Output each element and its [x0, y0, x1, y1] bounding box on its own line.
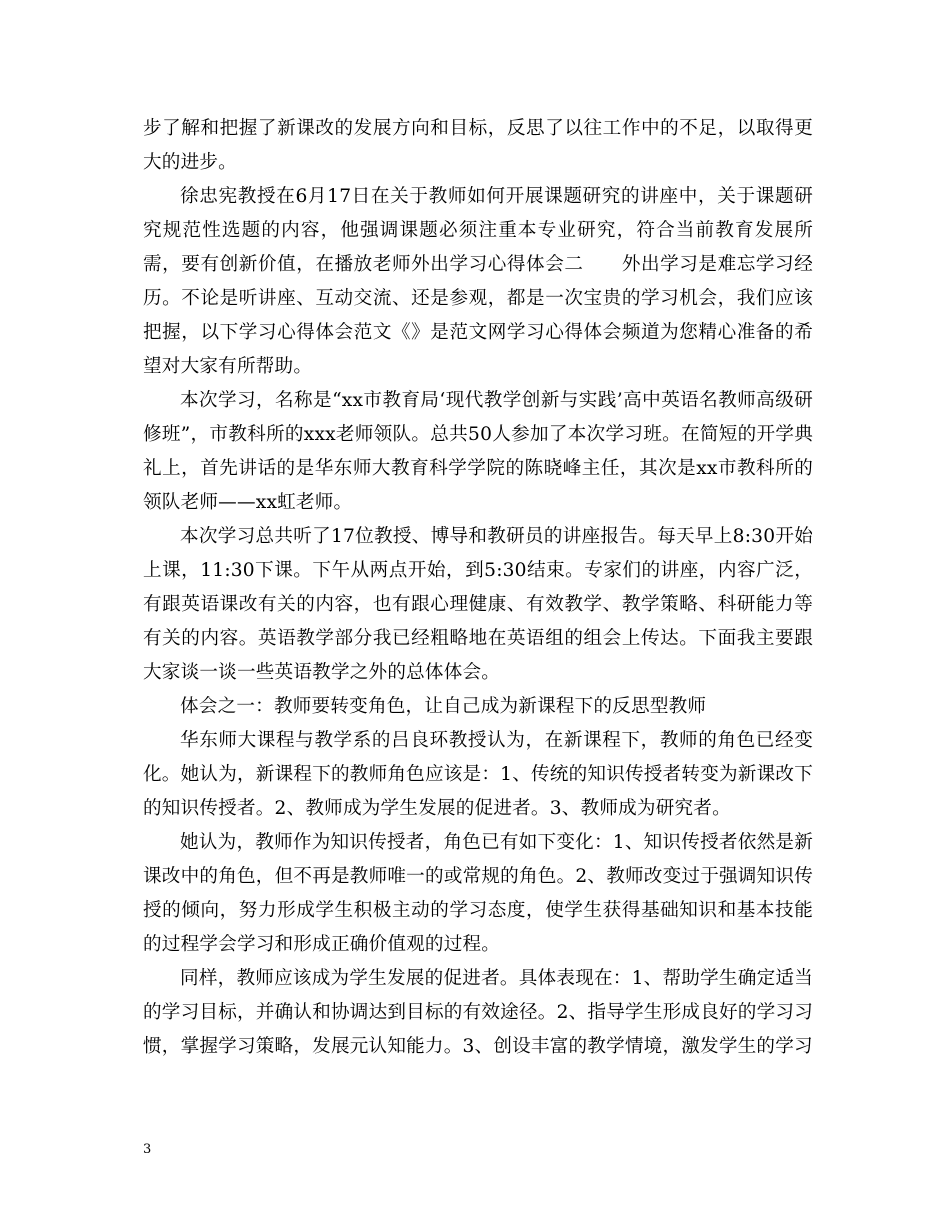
section-heading: 体会之一：教师要转变角色，让自己成为新课程下的反思型教师: [180, 696, 707, 717]
document-body: [143, 112, 813, 1064]
paragraph: 本次学习总共听了17位教授、博导和教研员的讲座报告。每天早上8:30开始上课，11:30下课。下午从两点开始，到5:30结束。专家们的讲座，内容广泛，有跟英语课改有关的内容，也有跟心理健康、有效教学、教学策略、科研能力等有关的内容。英语教学部分我已经粗略地在英语组的组会上传达。下面我主要跟大家谈一谈一些英语教学之外的总体体会。: [143, 526, 813, 683]
paragraph: 她认为，教师作为知识传授者，角色已有如下变化：1、知识传授者依然是新课改中的角色，但不再是教师唯一的或常规的角色。2、教师改变过于强调知识传授的倾向，努力形成学生积极主动的学习态度，使学生获得基础知识和基本技能的过程学会学习和形成正确价值观的过程。: [143, 832, 813, 955]
paragraph: 同样，教师应该成为学生发展的促进者。具体表现在：1、帮助学生确定适当的学习目标，并确认和协调达到目标的有效途径。2、指导学生形成良好的学习习惯，掌握学习策略，发展元认知能力。3、创设丰富的教学情境，激发学生的学习: [143, 968, 813, 1057]
paragraph: 本次学习，名称是“xx市教育局‘现代教学创新与实践’高中英语名教师高级研修班”，市教科所的xxx老师领队。总共50人参加了本次学习班。在简短的开学典礼上，首先讲话的是华东师大教育科学学院的陈晓峰主任，其次是xx市教科所的领队老师——xx虹老师。: [143, 390, 813, 513]
paragraph: 华东师大课程与教学系的吕良环教授认为，在新课程下，教师的角色已经变化。她认为，新课程下的教师角色应该是：1、传统的知识传授者转变为新课改下的知识传授者。2、教师成为学生发展的促进者。3、教师成为研究者。: [143, 730, 813, 819]
paragraph: 步了解和把握了新课改的发展方向和目标，反思了以往工作中的不足，以取得更大的进步。: [143, 118, 813, 173]
paragraph: 徐忠宪教授在6月17日在关于教师如何开展课题研究的讲座中，关于课题研究规范性选题的内容，他强调课题必须注重本专业研究，符合当前教育发展所需，要有创新价值，在播放老师外出学习心得体会二 外出学习是难忘学习经历。不论是听讲座、互动交流、还是参观，都是一次宝贵的学习机会，我们应该把握，以下学习心得体会范文《》是范文网学习心得体会频道为您精心准备的希望对大家有所帮助。: [143, 186, 813, 377]
page-number: 3: [143, 1142, 152, 1157]
